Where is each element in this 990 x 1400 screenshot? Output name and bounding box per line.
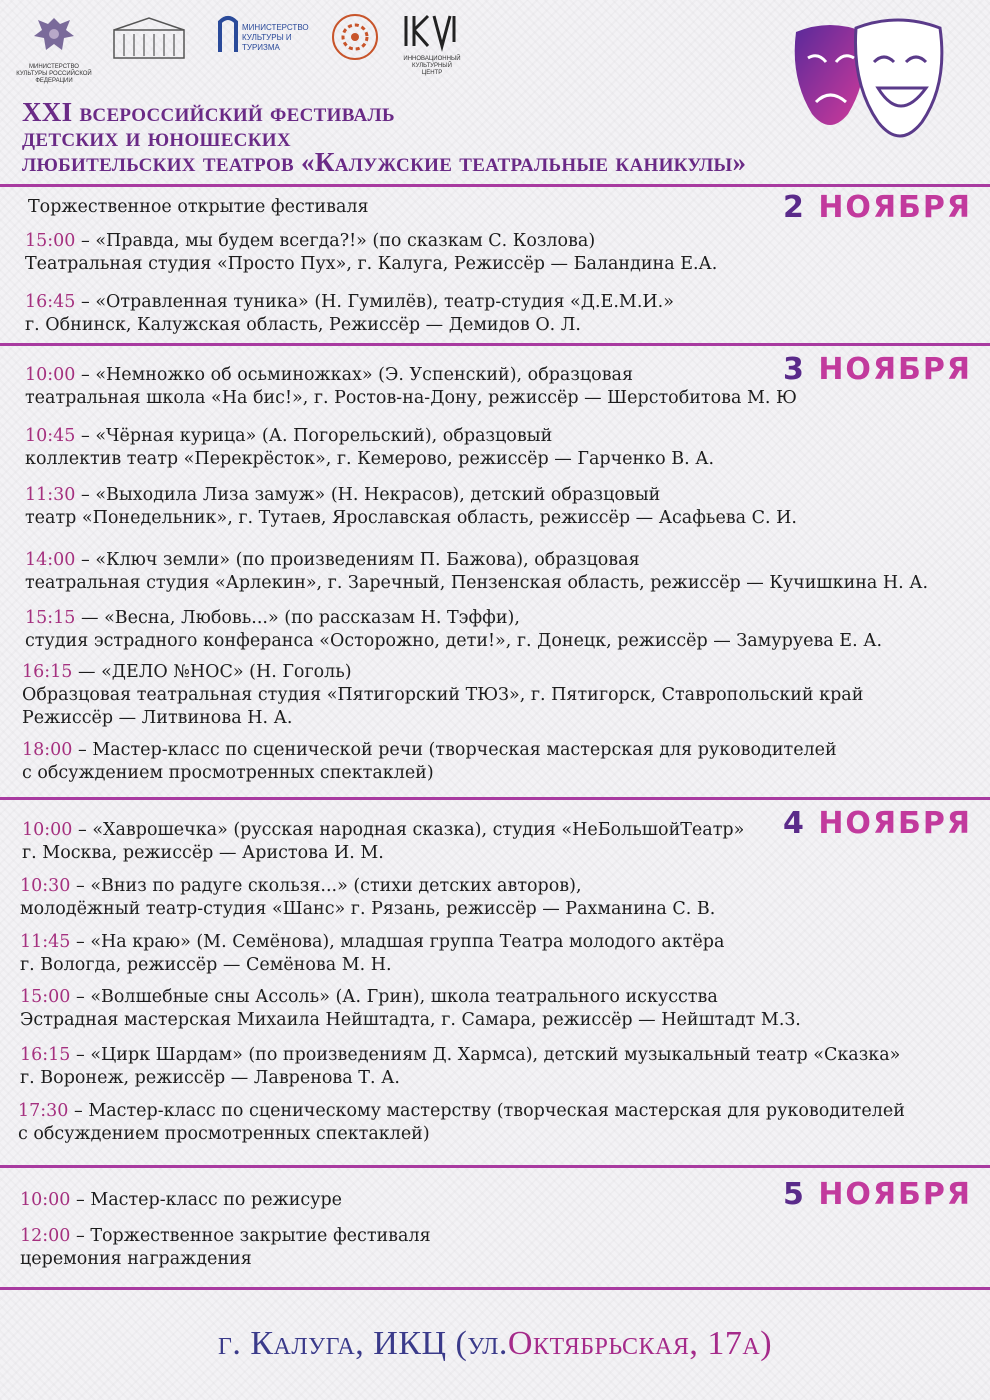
schedule-item: 16:45 – «Отравленная туника» (Н. Гумилёв), театр-студия «Д.Е.М.И.» г. Обнинск, Калужская область, Режиссёр — Демидов О. Л. [25,292,674,335]
venue-address: г. Калуга, ИКЦ (ул.Октябрьская, 17а) [217,1325,773,1362]
date-heading: 4 НОЯБРЯ [783,806,972,841]
divider [0,343,990,346]
schedule-item: 15:00 – «Волшебные сны Ассоль» (А. Грин), школа театрального искусства Эстрадная мастерская Михаила Нейштадта, г. Самара, режиссёр — Нейштадт М.З. [20,987,801,1030]
title-line-3: любительских театров «Калужские театральные каникулы» [22,147,747,177]
schedule-item: 17:30 – Мастер-класс по сценическому мастерству (творческая мастерская для руководителей с обсуждением просмотренных спектаклей) [18,1101,905,1144]
date-heading: 3 НОЯБРЯ [783,352,972,387]
divider [0,184,990,187]
russia-eagle-emblem-icon: МИНИСТЕРСТВО КУЛЬТУРЫ РОССИЙСКОЙ ФЕДЕРАЦИИ [14,12,94,85]
schedule-item: 10:45 – «Чёрная курица» (А. Погорельский), образцовый коллектив театр «Перекрёсток», г. Кемерово, режиссёр — Гарченко В. А. [25,426,715,469]
ikc-logo-icon: ИННОВАЦИОННЫЙ КУЛЬТУРНЫЙ ЦЕНТР [402,12,462,77]
folk-art-house-logo-icon [330,12,380,66]
building-icon [110,12,188,66]
schedule-item: 10:00 – «Немножко об осьминожках» (Э. Успенский), образцовая театральная школа «На бис!», г. Ростов-на-Дону, режиссёр — Шерстобитова М. Ю [25,365,797,408]
title-line-2: детских и юношеских [22,122,291,152]
divider [0,1165,990,1168]
schedule-item: 10:30 – «Вниз по радуге скользя...» (стихи детских авторов), молодёжный театр-студия «Шанс» г. Рязань, режиссёр — Рахманина С. В. [20,876,716,919]
divider [0,797,990,800]
ministry-kaluga-logo-icon [214,12,310,66]
schedule-item: 15:00 – «Правда, мы будем всегда?!» (по сказкам С. Козлова) Театральная студия «Просто Пух», г. Калуга, Режиссёр — Баландина Е.А. [25,231,718,274]
date-heading: 5 НОЯБРЯ [783,1177,972,1212]
schedule-item: 11:30 – «Выходила Лиза замуж» (Н. Некрасов), детский образцовый театр «Понедельник», г. Тутаев, Ярославская область, режиссёр — Асафьева С. И. [25,485,797,528]
svg-text:КУЛЬТУРЫ И: КУЛЬТУРЫ И [242,33,292,42]
svg-text:МИНИСТЕРСТВО: МИНИСТЕРСТВО [242,23,309,32]
date-heading: 2 НОЯБРЯ [783,190,972,225]
schedule-item: 16:15 – «Цирк Шардам» (по произведениям Д. Хармса), детский музыкальный театр «Сказка» г. Воронеж, режиссёр — Лавренова Т. А. [20,1045,901,1088]
divider [0,1287,990,1290]
schedule-item: 16:15 — «ДЕЛО №НОС» (Н. Гоголь) Образцовая театральная студия «Пятигорский ТЮЗ», г. Пятигорск, Ставропольский край Режиссёр — Литвинова Н. А. [22,662,864,728]
schedule-item: 15:15 — «Весна, Любовь...» (по рассказам Н. Тэффи), студия эстрадного конферанса «Осторожно, дети!», г. Донецк, режиссёр — Замуруева Е. А. [25,608,883,651]
schedule-item: 12:00 – Торжественное закрытие фестиваля церемония награждения [20,1226,431,1269]
schedule-item: 18:00 – Мастер-класс по сценической речи (творческая мастерская для руководителей с обсуждением просмотренных спектаклей) [22,740,837,783]
schedule-item: 14:00 – «Ключ земли» (по произведениям П. Бажова), образцовая театральная студия «Арлекин», г. Заречный, Пензенская область, режиссёр — Кучишкина Н. А. [25,550,929,593]
title-line-1: XXI всероссийский фестиваль [22,97,395,127]
schedule-item: 10:00 – Мастер-класс по режисуре [20,1190,343,1210]
schedule-item: 10:00 – «Хаврошечка» (русская народная сказка), студия «НеБольшойТеатр» г. Москва, режиссёр — Аристова И. М. [22,820,745,863]
festival-title [22,97,962,177]
schedule-item: Торжественное открытие фестиваля [28,197,369,217]
svg-text:ТУРИЗМА: ТУРИЗМА [242,43,280,52]
schedule-item: 11:45 – «На краю» (М. Семёнова), младшая группа Театра молодого актёра г. Вологда, режиссёр — Семёнова М. Н. [20,932,725,975]
